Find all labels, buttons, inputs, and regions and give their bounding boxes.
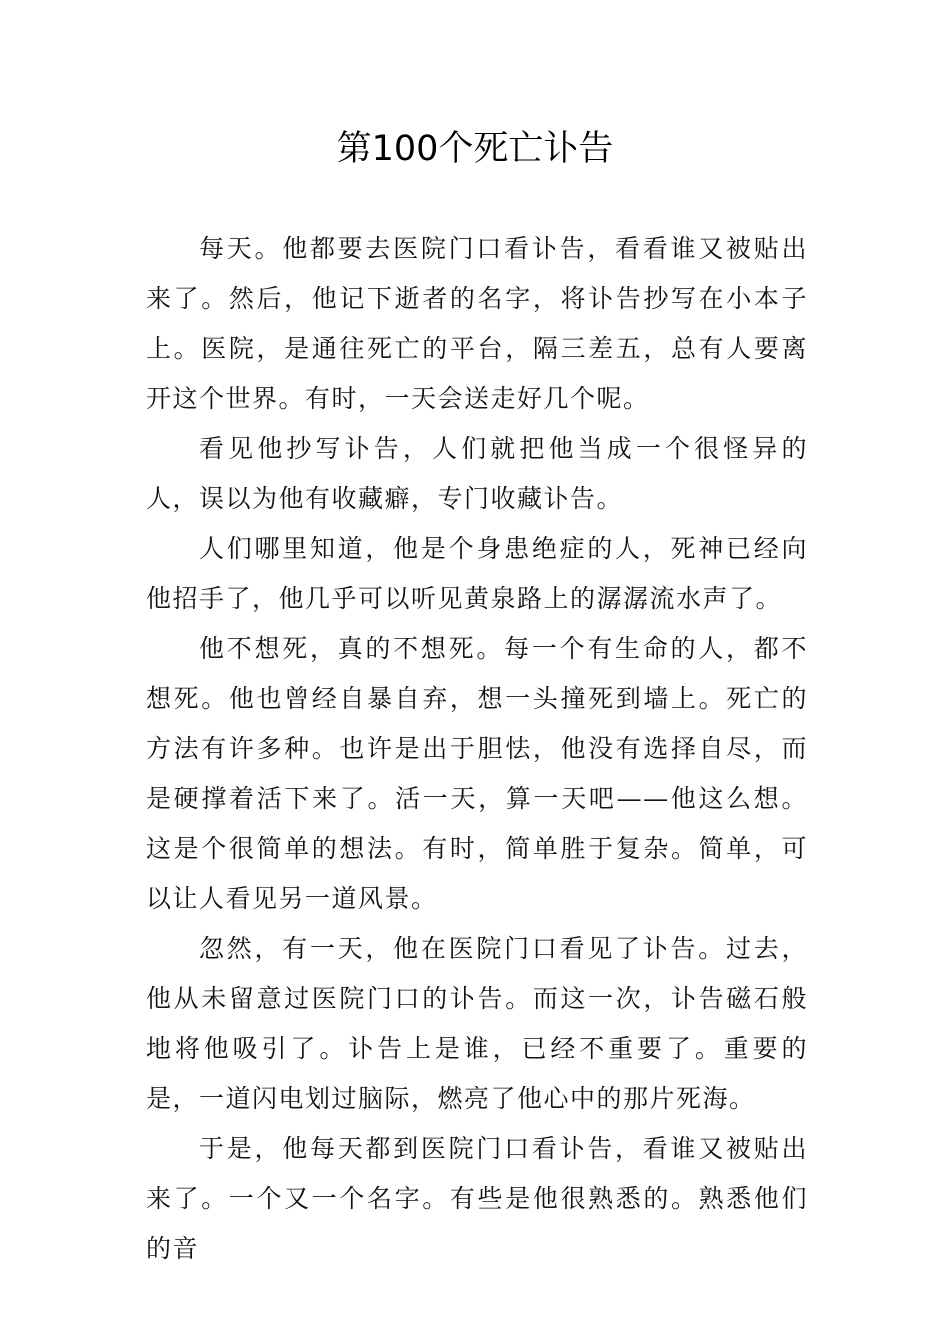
paragraph: 人们哪里知道，他是个身患绝症的人，死神已经向他招手了，他几乎可以听见黄泉路上的潺潺流水声了。 bbox=[146, 534, 808, 613]
document-body bbox=[146, 224, 808, 1274]
paragraph: 于是，他每天都到医院门口看讣告，看谁又被贴出来了。一个又一个名字。有些是他很熟悉的。熟悉他们的音 bbox=[146, 1134, 808, 1263]
paragraph: 他不想死，真的不想死。每一个有生命的人，都不想死。他也曾经自暴自弃，想一头撞死到墙上。死亡的方法有许多种。也许是出于胆怯，他没有选择自尽，而是硬撑着活下来了。活一天，算一天吧——他这么想。这是个很简单的想法。有时，简单胜于复杂。简单，可以让人看见另一道风景。 bbox=[146, 634, 808, 913]
paragraph: 每天。他都要去医院门口看讣告，看看谁又被贴出来了。然后，他记下逝者的名字，将讣告抄写在小本子上。医院，是通往死亡的平台，隔三差五，总有人要离开这个世界。有时，一天会送走好几个呢。 bbox=[146, 234, 808, 413]
document-title: 第100个死亡讣告 bbox=[336, 129, 614, 169]
paragraph: 看见他抄写讣告，人们就把他当成一个很怪异的人，误以为他有收藏癖，专门收藏讣告。 bbox=[146, 434, 808, 513]
paragraph: 忽然，有一天，他在医院门口看见了讣告。过去，他从未留意过医院门口的讣告。而这一次，讣告磁石般地将他吸引了。讣告上是谁，已经不重要了。重要的是，一道闪电划过脑际，燃亮了他心中的那片死海。 bbox=[146, 934, 808, 1113]
